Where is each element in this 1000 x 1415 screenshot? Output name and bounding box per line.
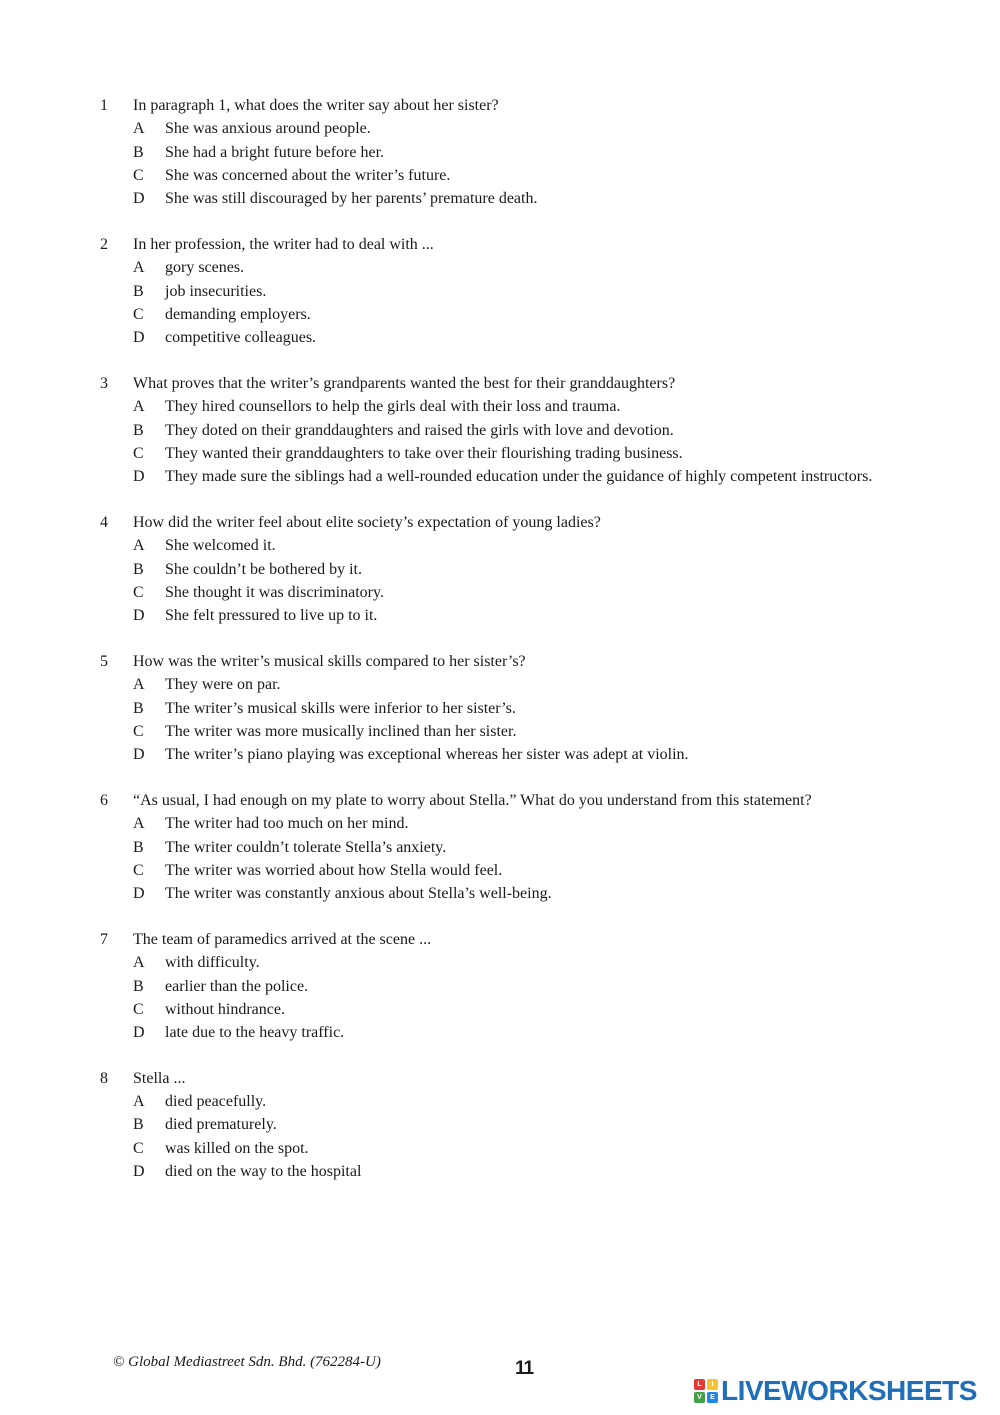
question-7 [0,928,1000,1044]
option-text: The writer had too much on her mind. [165,815,409,833]
question-stem [0,650,1000,673]
answer-option[interactable] [0,465,1000,488]
question-8 [0,1067,1000,1183]
question-text: “As usual, I had enough on my plate to worry about Stella.” What do you understand from this statement? [133,791,812,809]
logo-grid-cell: L [694,1379,705,1390]
option-text: earlier than the police. [165,977,309,995]
option-text: died peacefully. [165,1093,267,1111]
option-text: She couldn’t be bothered by it. [165,560,362,578]
option-letter: D [133,1024,145,1042]
answer-option[interactable] [0,117,1000,140]
answer-option[interactable] [0,280,1000,303]
answer-option[interactable] [0,534,1000,557]
option-text: died on the way to the hospital [165,1163,362,1181]
option-text: with difficulty. [165,954,260,972]
option-text: She welcomed it. [165,537,276,555]
option-letter: A [133,815,145,833]
answer-option[interactable] [0,256,1000,279]
answer-option[interactable] [0,812,1000,835]
question-1 [0,94,1000,210]
question-stem [0,928,1000,951]
option-letter: C [133,861,144,879]
answer-option[interactable] [0,998,1000,1021]
option-text: She felt pressured to live up to it. [165,607,378,625]
question-number: 5 [100,652,108,670]
question-text: How did the writer feel about elite society’s expectation of young ladies? [133,513,601,531]
answer-option[interactable] [0,558,1000,581]
answer-option[interactable] [0,1021,1000,1044]
question-number: 3 [100,374,108,392]
answer-option[interactable] [0,697,1000,720]
answer-option[interactable] [0,743,1000,766]
option-text: She was still discouraged by her parents’ premature death. [165,190,538,208]
option-text: They made sure the siblings had a well-rounded education under the guidance of highly competent instructors. [165,468,873,486]
question-stem [0,94,1000,117]
option-letter: C [133,305,144,323]
option-text: The writer’s musical skills were inferior to her sister’s. [165,699,516,717]
option-letter: D [133,329,145,347]
answer-option[interactable] [0,951,1000,974]
option-letter: A [133,259,145,277]
answer-option[interactable] [0,442,1000,465]
question-text: In paragraph 1, what does the writer say about her sister? [133,97,499,114]
answer-option[interactable] [0,975,1000,998]
question-3 [0,372,1000,488]
option-text: gory scenes. [165,259,245,277]
answer-option[interactable] [0,720,1000,743]
answer-option[interactable] [0,581,1000,604]
option-letter: C [133,166,144,184]
option-letter: D [133,190,145,208]
question-4 [0,511,1000,627]
option-letter: B [133,977,144,995]
answer-option[interactable] [0,419,1000,442]
answer-option[interactable] [0,859,1000,882]
option-text: The writer was worried about how Stella would feel. [165,861,503,879]
answer-option[interactable] [0,303,1000,326]
option-letter: B [133,838,144,856]
logo-grid-cell: E [707,1392,718,1403]
question-stem [0,372,1000,395]
question-number: 7 [100,930,108,948]
option-letter: A [133,537,145,555]
question-text: How was the writer’s musical skills compared to her sister’s? [133,652,526,670]
option-text: They doted on their granddaughters and raised the girls with love and devotion. [165,421,674,439]
answer-option[interactable] [0,326,1000,349]
option-text: died prematurely. [165,1116,277,1134]
question-text: The team of paramedics arrived at the scene ... [133,930,432,948]
page-number: 11 [515,1358,534,1379]
option-letter: A [133,120,145,138]
option-text: She thought it was discriminatory. [165,583,384,601]
question-number: 2 [100,235,108,253]
answer-option[interactable] [0,1090,1000,1113]
option-text: competitive colleagues. [165,329,317,347]
option-text: The writer’s piano playing was exceptional whereas her sister was adept at violin. [165,746,689,764]
option-letter: D [133,607,145,625]
answer-option[interactable] [0,1137,1000,1160]
question-text: Stella ... [133,1069,186,1087]
question-stem [0,789,1000,812]
option-letter: B [133,421,144,439]
answer-option[interactable] [0,164,1000,187]
option-letter: A [133,1093,145,1111]
option-text: The writer couldn’t tolerate Stella’s anxiety. [165,838,447,856]
option-text: They wanted their granddaughters to take over their flourishing trading business. [165,444,683,462]
option-letter: B [133,282,144,300]
logo-grid-cell: V [694,1392,705,1403]
option-letter: C [133,722,144,740]
option-letter: B [133,1116,144,1134]
option-text: They were on par. [165,676,281,694]
question-stem [0,1067,1000,1090]
question-stem [0,233,1000,256]
question-number: 6 [100,791,108,809]
question-6 [0,789,1000,905]
copyright-notice: © Global Mediastreet Sdn. Bhd. (762284-U) [113,1354,381,1370]
question-number: 1 [100,97,108,114]
option-text: She was concerned about the writer’s future. [165,166,451,184]
question-text: What proves that the writer’s grandparents wanted the best for their granddaughters? [133,374,676,392]
option-text: They hired counsellors to help the girls deal with their loss and trauma. [165,398,621,416]
question-2 [0,233,1000,349]
option-letter: D [133,468,145,486]
liveworksheets-logo[interactable] [694,1374,977,1408]
question-list [0,94,1000,1206]
option-text: job insecurities. [165,282,267,300]
option-text: demanding employers. [165,305,311,323]
answer-option[interactable] [0,141,1000,164]
question-number: 8 [100,1069,108,1087]
option-text: She was anxious around people. [165,120,371,138]
option-letter: B [133,699,144,717]
option-letter: C [133,1000,144,1018]
option-letter: C [133,583,144,601]
answer-option[interactable] [0,395,1000,418]
option-text: without hindrance. [165,1000,285,1018]
option-text: She had a bright future before her. [165,143,385,161]
option-letter: C [133,444,144,462]
answer-option[interactable] [0,604,1000,627]
question-5 [0,650,1000,766]
option-letter: B [133,143,144,161]
question-number: 4 [100,513,108,531]
option-letter: A [133,954,145,972]
option-text: The writer was constantly anxious about Stella’s well-being. [165,885,552,903]
logo-grid-cell: I [707,1379,718,1390]
option-text: was killed on the spot. [165,1139,309,1157]
answer-option[interactable] [0,1160,1000,1183]
question-stem [0,511,1000,534]
answer-option[interactable] [0,673,1000,696]
option-letter: D [133,746,145,764]
option-letter: A [133,398,145,416]
liveworksheets-grid-icon [694,1379,718,1403]
answer-option[interactable] [0,836,1000,859]
liveworksheets-wordmark: LIVEWORKSHEETS [721,1375,977,1406]
option-letter: D [133,885,145,903]
answer-option[interactable] [0,187,1000,210]
option-letter: B [133,560,144,578]
option-letter: C [133,1139,144,1157]
answer-option[interactable] [0,882,1000,905]
question-text: In her profession, the writer had to deal with ... [133,235,434,253]
option-text: late due to the heavy traffic. [165,1024,345,1042]
option-letter: A [133,676,145,694]
option-text: The writer was more musically inclined than her sister. [165,722,517,740]
option-letter: D [133,1163,145,1181]
answer-option[interactable] [0,1113,1000,1136]
